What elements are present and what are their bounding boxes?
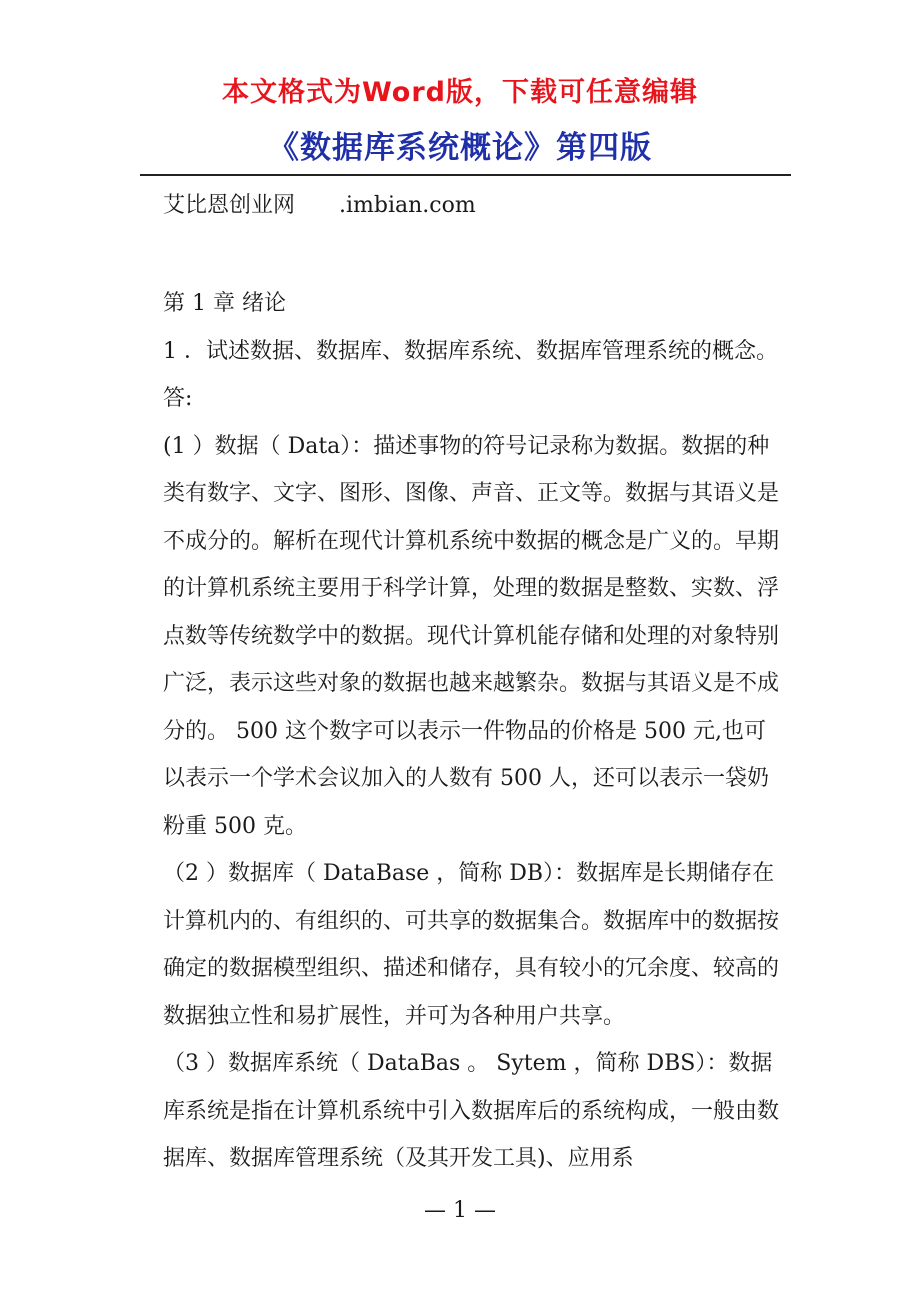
answer-database-system: （3 ）数据库系统（ DataBas 。 Sytem ，简称 DBS）：数据库系统是指在计算机系统中引入数据库后的系统构成，一般由数据库、数据库管理系统（及其开发工具)、应用系 [163, 1051, 780, 1171]
site-header: 艾比恩创业网 .imbian.com [163, 193, 476, 218]
header-divider [140, 174, 791, 176]
page-number: — 1 — [424, 1198, 496, 1223]
question-1: 1 ．试述数据、数据库、数据库系统、数据库管理系统的概念。 答: [163, 338, 778, 411]
answer-database: （2 ）数据库（ DataBase ，简称 DB）：数据库是长期储存在计算机内的、有组织的、可共享的数据集合。数据库中的数据按确定的数据模型组织、描述和储存，具有较小的冗余度、较高的数据独立性和易扩展性，并可为各种用户共享。 [163, 861, 780, 1029]
document-body [141, 280, 781, 1183]
document-title: 《数据库系统概论》第四版 [268, 130, 652, 166]
answer-data: (1 ）数据（ Data）：描述事物的符号记录称为数据。数据的种类有数字、文字、图形、图像、声音、正文等。数据与其语义是不成分的。解析在现代计算机系统中数据的概念是广义的。早期的计算机系统主要用于科学计算，处理的数据是整数、实数、浮点数等传统数学中的数据。现代计算机能存储和处理的对象特别广泛，表示这些对象的数据也越来越繁杂。数据与其语义是不成分的。 500 这个数字可以表示一件物品的价格是 500 元,也可以表示一个学术会议加入的人数有 500 人，还可以表示一袋奶粉重 500 克。 [163, 433, 780, 839]
chapter-heading: 第 1 章 绪论 [163, 291, 286, 316]
format-notice: 本文格式为Word版，下载可任意编辑 [221, 77, 698, 108]
